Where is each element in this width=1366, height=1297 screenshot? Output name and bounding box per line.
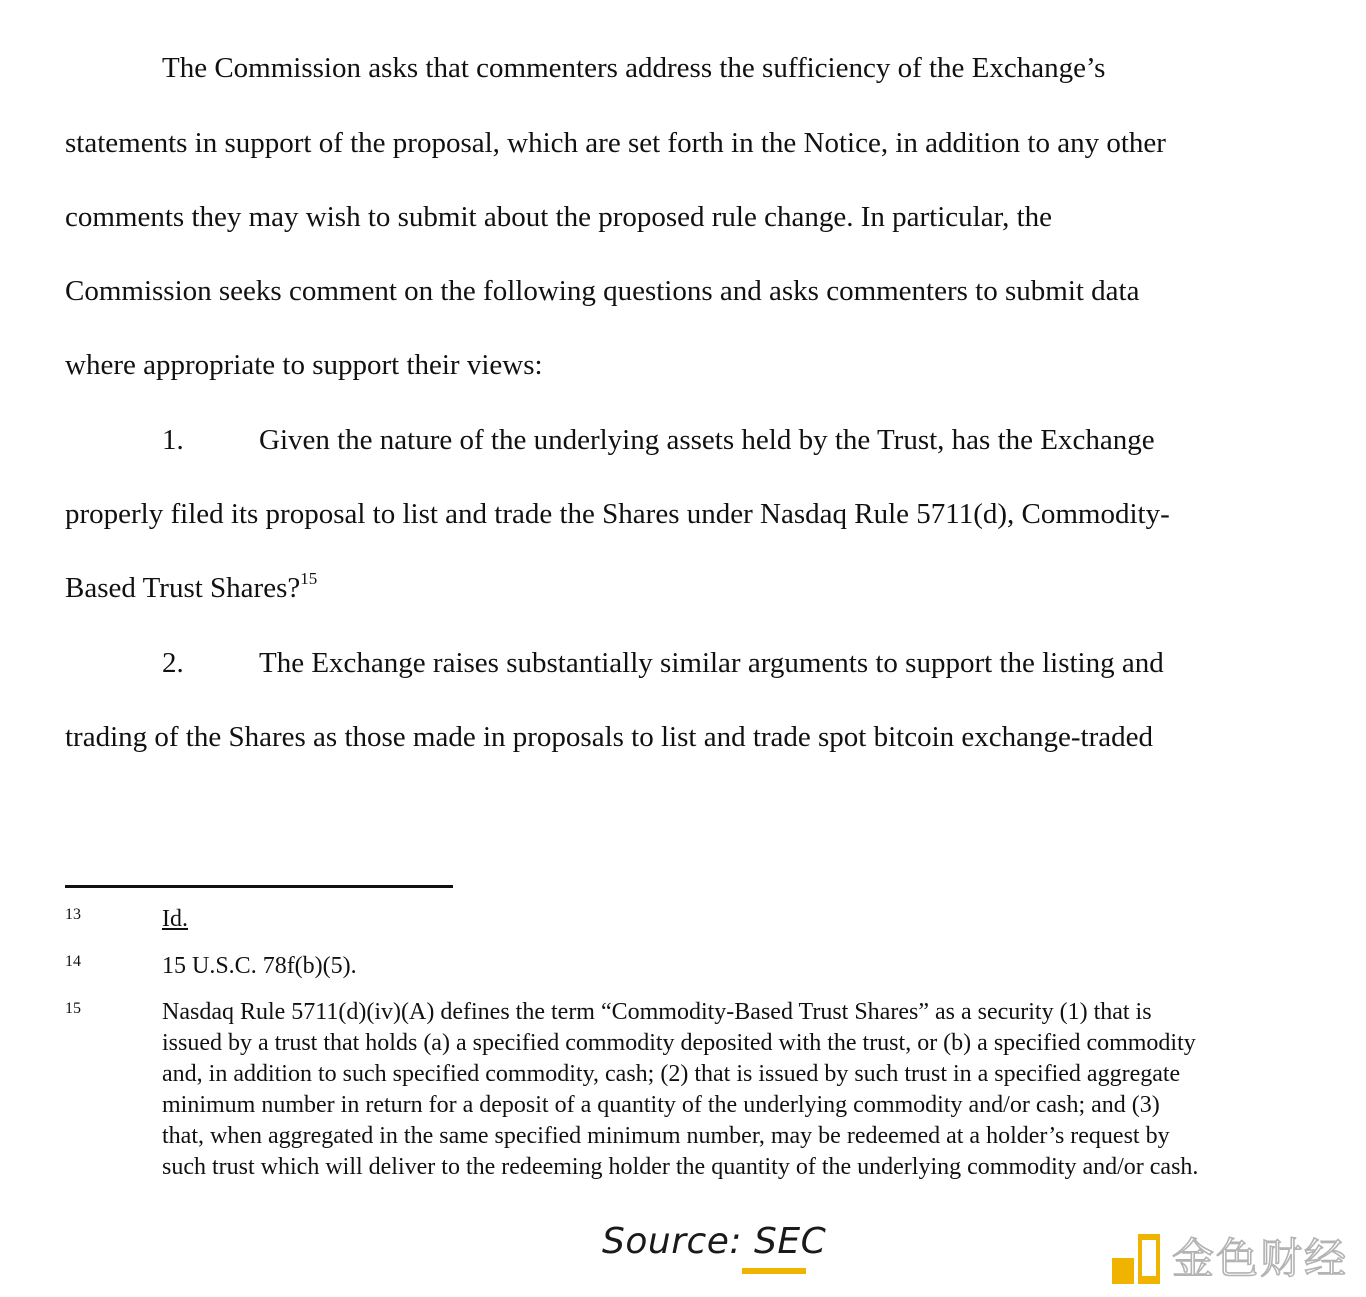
paragraph-line: statements in support of the proposal, which are set forth in the Notice, in addition to any other xyxy=(65,127,1166,159)
footnote-text: such trust which will deliver to the redeeming holder the quantity of the underlying commodity and/or cash. xyxy=(162,1154,1199,1180)
footnote-text: and, in addition to such specified commodity, cash; (2) that is issued by such trust in a specified aggregate xyxy=(162,1061,1181,1087)
footnote-number: 13 xyxy=(65,906,81,923)
footnote-number: 15 xyxy=(65,1000,81,1017)
footnote-reference: 15 xyxy=(300,569,318,588)
source-underline xyxy=(742,1268,806,1274)
paragraph-line: where appropriate to support their views: xyxy=(65,349,543,381)
question-number: 2. xyxy=(162,647,184,679)
footnote-text: that, when aggregated in the same specified minimum number, may be redeemed at a holder’s request by xyxy=(162,1123,1170,1149)
footnote-text: 15 U.S.C. 78f(b)(5). xyxy=(162,953,357,979)
jinse-logo-icon xyxy=(1112,1234,1162,1284)
question-line: Given the nature of the underlying assets held by the Trust, has the Exchange xyxy=(259,424,1155,456)
footnote-number: 14 xyxy=(65,953,81,970)
brand-name: 金色财经 xyxy=(1172,1234,1349,1283)
question-line xyxy=(65,571,317,605)
source-caption xyxy=(602,1220,826,1264)
footnote-text: Id. xyxy=(162,906,188,932)
source-name: SEC xyxy=(754,1221,827,1262)
footnote-separator xyxy=(65,885,453,888)
question-line: properly filed its proposal to list and trade the Shares under Nasdaq Rule 5711(d), Commodity- xyxy=(65,498,1170,530)
question-line: trading of the Shares as those made in proposals to list and trade spot bitcoin exchange-traded xyxy=(65,721,1154,753)
paragraph-line: Commission seeks comment on the following questions and asks commenters to submit data xyxy=(65,275,1140,307)
question-text: Based Trust Shares? xyxy=(65,572,301,604)
question-number: 1. xyxy=(162,424,184,456)
footnote-text: issued by a trust that holds (a) a specified commodity deposited with the trust, or (b) a specified commodity xyxy=(162,1030,1196,1056)
paragraph-line: comments they may wish to submit about the proposed rule change. In particular, the xyxy=(65,201,1053,233)
source-prefix: Source: xyxy=(602,1221,755,1262)
paragraph-line: The Commission asks that commenters address the sufficiency of the Exchange’s xyxy=(162,52,1106,84)
question-line: The Exchange raises substantially similar arguments to support the listing and xyxy=(259,647,1164,679)
footnote-text: Nasdaq Rule 5711(d)(iv)(A) defines the term “Commodity-Based Trust Shares” as a security (1) that is xyxy=(162,999,1152,1025)
brand-watermark xyxy=(1112,1232,1348,1286)
footnote-text: minimum number in return for a deposit of a quantity of the underlying commodity and/or cash; and (3) xyxy=(162,1092,1160,1118)
